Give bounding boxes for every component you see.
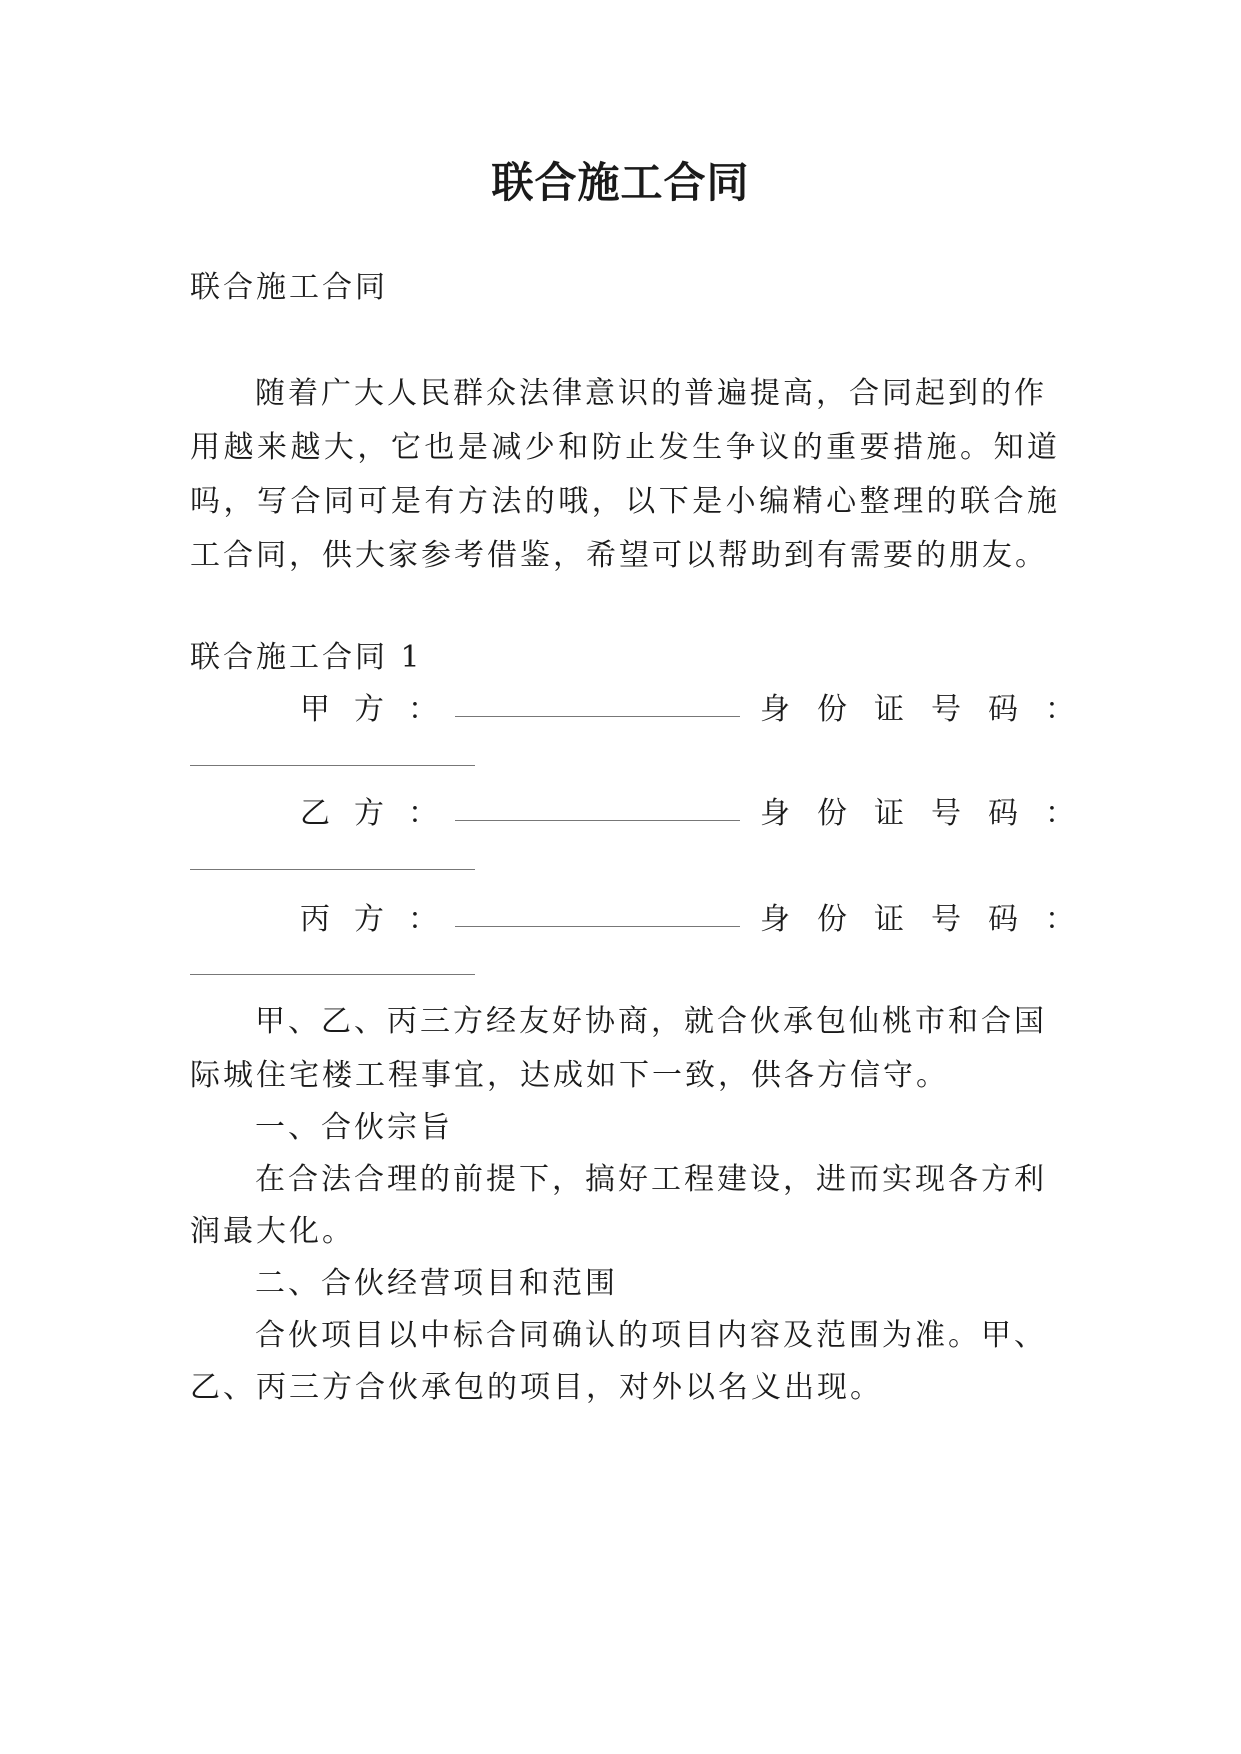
clause-1-line-1: 在合法合理的前提下，搞好工程建设，进而实现各方利 bbox=[255, 1162, 1047, 1197]
intro-line-2: 用越来越大，它也是减少和防止发生争议的重要措施。知道 bbox=[190, 430, 1060, 465]
document-title: 联合施工合同 bbox=[491, 158, 750, 207]
document-subtitle: 联合施工合同 bbox=[190, 270, 388, 305]
clause-2-heading: 二、合伙经营项目和范围 bbox=[255, 1266, 618, 1301]
party-c-label: 丙方： bbox=[300, 902, 462, 937]
party-row-b bbox=[190, 788, 1102, 831]
party-c-id-label: 身份证号码： bbox=[760, 902, 1102, 937]
clause-1-heading: 一、合伙宗旨 bbox=[255, 1110, 453, 1145]
party-a-id-label: 身份证号码： bbox=[760, 692, 1102, 727]
agreement-line-1: 甲、乙、丙三方经友好协商，就合伙承包仙桃市和合国 bbox=[255, 1004, 1047, 1039]
agreement-line-2: 际城住宅楼工程事宜，达成如下一致，供各方信守。 bbox=[190, 1058, 949, 1093]
clause-2-line-2: 乙、丙三方合伙承包的项目，对外以名义出现。 bbox=[190, 1370, 883, 1405]
party-row-a bbox=[190, 684, 1102, 727]
party-b-label: 乙方： bbox=[300, 796, 462, 831]
party-a-name-blank bbox=[455, 716, 740, 717]
section-heading: 联合施工合同 1 bbox=[190, 640, 423, 675]
party-b-id-blank bbox=[190, 869, 475, 870]
clause-2-line-1: 合伙项目以中标合同确认的项目内容及范围为准。甲、 bbox=[255, 1318, 1047, 1353]
party-a-id-blank bbox=[190, 765, 475, 766]
intro-line-4: 工合同，供大家参考借鉴，希望可以帮助到有需要的朋友。 bbox=[190, 538, 1048, 573]
party-a-label: 甲方： bbox=[300, 692, 462, 727]
party-b-id-label: 身份证号码： bbox=[760, 796, 1102, 831]
intro-line-3: 吗，写合同可是有方法的哦，以下是小编精心整理的联合施 bbox=[190, 484, 1060, 519]
party-c-id-blank bbox=[190, 974, 475, 975]
party-b-name-blank bbox=[455, 820, 740, 821]
party-c-name-blank bbox=[455, 926, 740, 927]
intro-line-1: 随着广大人民群众法律意识的普遍提高，合同起到的作 bbox=[255, 376, 1047, 411]
clause-1-line-2: 润最大化。 bbox=[190, 1214, 355, 1249]
party-row-c bbox=[190, 894, 1102, 937]
